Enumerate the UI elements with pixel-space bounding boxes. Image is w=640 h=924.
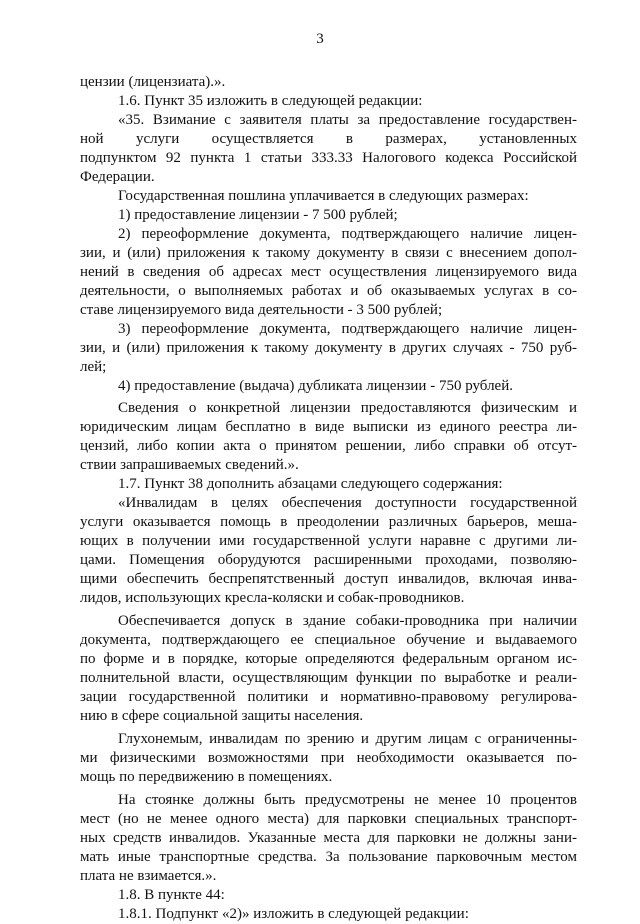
text-line: 2) переоформление документа, подтверждающего наличие лицен- xyxy=(118,226,577,242)
text-line: зии, и (или) приложения к такому документу в других случаях - 750 руб- xyxy=(80,340,577,356)
text-line: юридическим лицам бесплатно в виде выписки из единого реестра ли- xyxy=(80,419,577,435)
text-line: лей; xyxy=(80,359,107,375)
text-line: по форме и в порядке, которые определяются федеральным органом ис- xyxy=(80,651,577,667)
text-line: ми физическими возможностями при необходимости оказывается по- xyxy=(80,750,577,766)
text-line: нений в сведения об адресах мест осуществления лицензируемого вида xyxy=(80,264,577,280)
text-line: ющих в получении ими государственной услуги наравне с другими ли- xyxy=(80,533,577,549)
text-line: Обеспечивается допуск в здание собаки-проводника при наличии xyxy=(118,613,577,629)
text-line: Государственная пошлина уплачивается в следующих размерах: xyxy=(118,188,529,204)
text-line: услуги оказывается помощь в преодолении различных барьеров, меша- xyxy=(80,514,577,530)
text-line: Глухонемым, инвалидам по зрению и другим лицам с ограниченны- xyxy=(118,731,577,747)
text-line: 3) переоформление документа, подтверждающего наличие лицен- xyxy=(118,321,577,337)
text-line: цами. Помещения оборудуются расширенными проходами, позволяю- xyxy=(80,552,577,568)
text-line: 1.8. В пункте 44: xyxy=(118,887,225,903)
text-line: Федерации. xyxy=(80,169,155,185)
text-line: зии, и (или) приложения к такому документу в связи с внесением допол- xyxy=(80,245,577,261)
text-line: «35. Взимание с заявителя платы за предоставление государствен- xyxy=(118,112,577,128)
text-line: плата не взимается.». xyxy=(80,868,217,884)
text-line: Сведения о конкретной лицензии предоставляются физическим и xyxy=(118,400,577,416)
text-line: цензий, либо копии акта о принятом решении, либо справки об отсут- xyxy=(80,438,577,454)
text-line: ных средств инвалидов. Указанные места для парковки не должны зани- xyxy=(80,830,577,846)
text-line: деятельности, о выполняемых работах и об оказываемых услугах в со- xyxy=(80,283,577,299)
text-line: 1) предоставление лицензии - 7 500 рублей; xyxy=(118,207,398,223)
text-line: лидов, использующих кресла-коляски и собак-проводников. xyxy=(80,590,465,606)
text-line: На стоянке должны быть предусмотрены не менее 10 процентов xyxy=(118,792,577,808)
document-body xyxy=(80,73,577,924)
text-line: мать иные транспортные средства. За пользование парковочным местом xyxy=(80,849,577,865)
text-line: ствии запрашиваемых сведений.». xyxy=(80,457,299,473)
text-line: ставе лицензируемого вида деятельности - 3 500 рублей; xyxy=(80,302,443,318)
text-line: мест (но не менее одного места) для парковки специальных транспорт- xyxy=(80,811,577,827)
text-line: мощь по передвижению в помещениях. xyxy=(80,769,333,785)
text-line: подпунктом 92 пункта 1 статьи 333.33 Налогового кодекса Российской xyxy=(80,150,577,166)
text-line: щими обеспечить беспрепятственный доступ инвалидов, включая инва- xyxy=(80,571,577,587)
text-line: нию в сфере социальной защиты населения. xyxy=(80,708,364,724)
text-line: ной услуги осуществляется в размерах, установленных xyxy=(80,131,577,147)
text-line: 1.7. Пункт 38 дополнить абзацами следующего содержания: xyxy=(118,476,503,492)
text-line: полнительной власти, осуществляющим функции по выработке и реали- xyxy=(80,670,577,686)
page-number: 3 xyxy=(316,31,324,47)
text-line: 4) предоставление (выдача) дубликата лицензии - 750 рублей. xyxy=(118,378,513,394)
text-line: документа, подтверждающего ее специальное обучение и выдаваемого xyxy=(80,632,577,648)
text-line: «Инвалидам в целях обеспечения доступности государственной xyxy=(118,495,577,511)
text-line: 1.6. Пункт 35 изложить в следующей редакции: xyxy=(118,93,423,109)
text-line: цензии (лицензиата).». xyxy=(80,74,226,90)
text-line: зации государственной политики и нормативно-правовому регулирова- xyxy=(80,689,577,705)
text-line: 1.8.1. Подпункт «2)» изложить в следующей редакции: xyxy=(118,906,469,922)
